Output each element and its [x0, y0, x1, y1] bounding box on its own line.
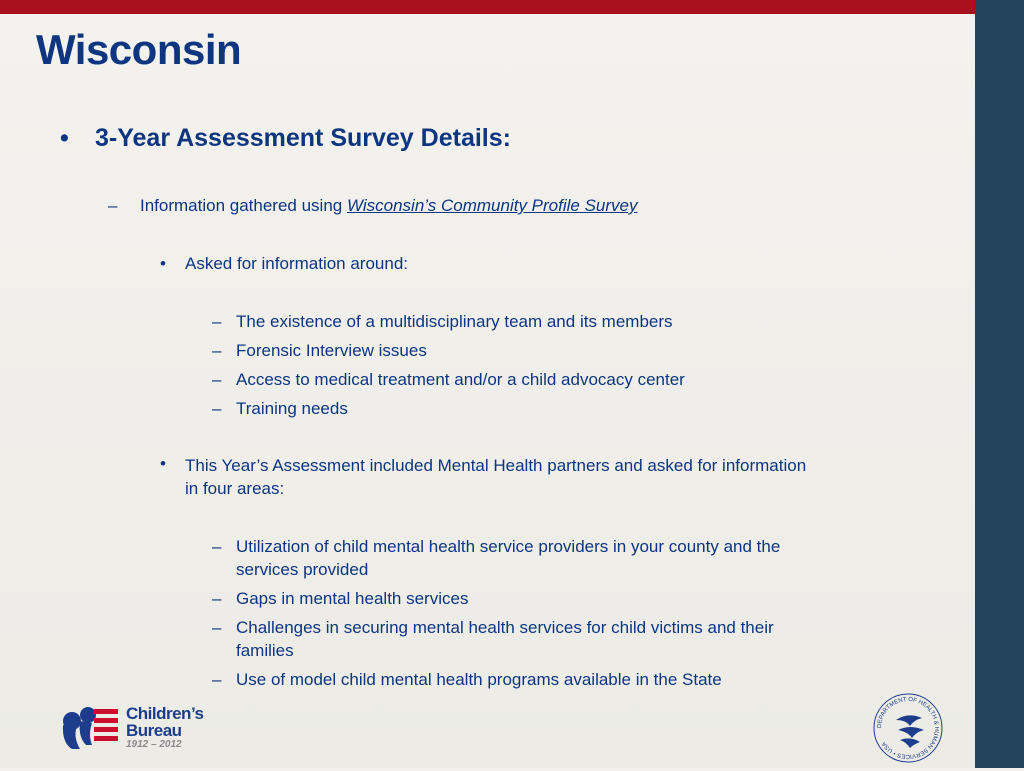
dash-marker: –: [212, 537, 222, 556]
logo-line2: Bureau: [126, 721, 182, 740]
hhs-seal-icon: [870, 690, 946, 766]
list-item: Forensic Interview issues: [236, 341, 427, 360]
dash-marker: –: [212, 670, 222, 689]
list-item: Access to medical treatment and/or a child advocacy center: [236, 370, 685, 389]
list-item-line: services provided: [236, 560, 369, 579]
source-line: [140, 196, 637, 216]
logo-years: 1912 – 2012: [126, 739, 182, 750]
list-item-line: families: [236, 641, 294, 660]
source-prefix: Information gathered using: [140, 196, 347, 215]
bullet-marker: •: [160, 254, 166, 273]
top-accent-bar: [0, 0, 975, 14]
list-item: [236, 535, 780, 581]
hhs-seal: [870, 690, 946, 766]
dash-marker: –: [212, 618, 222, 637]
section-heading: 3-Year Assessment Survey Details:: [95, 124, 511, 152]
dash-marker: –: [212, 312, 222, 331]
list-item-line: Challenges in securing mental health services for child victims and their: [236, 618, 774, 637]
bullet-marker: •: [60, 124, 69, 152]
list-item: Training needs: [236, 399, 348, 418]
dash-marker: –: [212, 589, 222, 608]
group1-heading: Asked for information around:: [185, 254, 409, 273]
survey-link[interactable]: Wisconsin’s Community Profile Survey: [346, 196, 638, 215]
dash-marker: –: [108, 196, 118, 215]
list-item: Use of model child mental health programs available in the State: [236, 670, 722, 689]
slide-title: Wisconsin: [36, 26, 242, 73]
dash-marker: –: [212, 341, 222, 360]
dash-marker: –: [212, 370, 222, 389]
list-item: Gaps in mental health services: [236, 589, 469, 608]
seal-ring-text: DEPARTMENT OF HEALTH & HUMAN SERVICES • USA: [876, 696, 940, 760]
group2-heading-line: in four areas:: [185, 479, 285, 498]
list-item-line: Utilization of child mental health service providers in your county and the: [236, 537, 781, 556]
group2-heading: [185, 454, 806, 500]
dash-marker: –: [212, 399, 222, 418]
logo-line1: Children’s: [126, 704, 204, 723]
list-item: The existence of a multidisciplinary team and its members: [236, 312, 673, 331]
bullet-marker: •: [160, 454, 166, 473]
childrens-bureau-logo: [60, 703, 220, 753]
right-accent-bar: [975, 0, 1024, 768]
list-item: [236, 616, 774, 662]
group2-heading-line: This Year’s Assessment included Mental Health partners and asked for information: [185, 456, 807, 475]
